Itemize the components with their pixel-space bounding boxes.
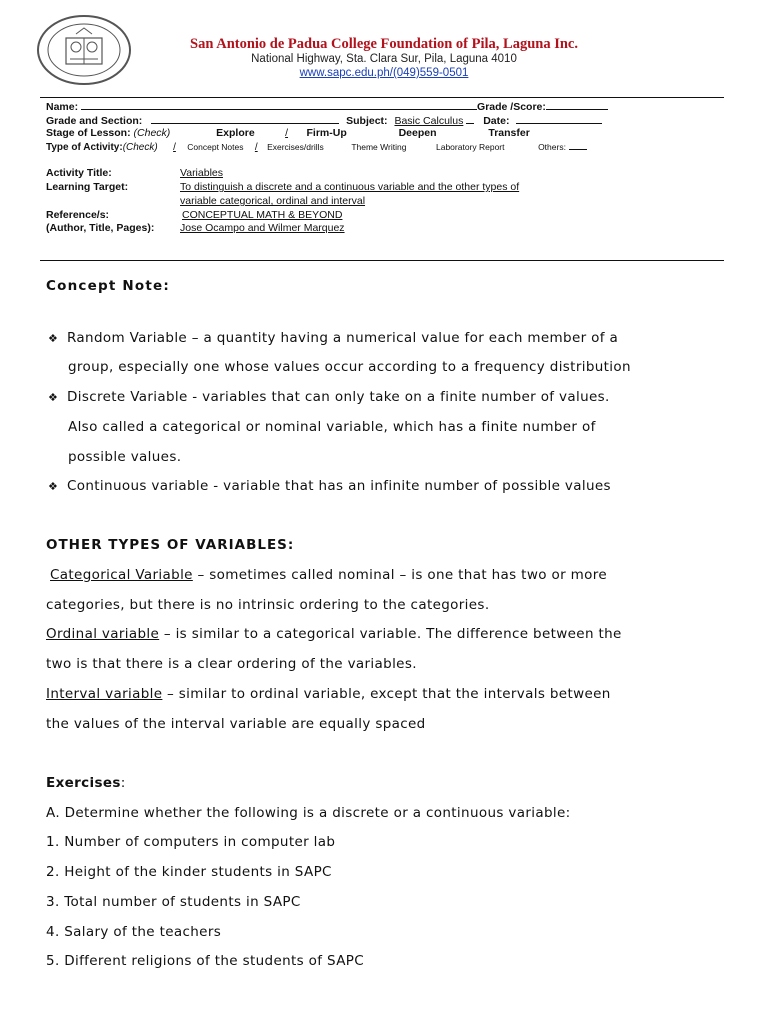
exercise-item: 1. Number of computers in computer lab	[46, 834, 336, 850]
activity-title-row	[46, 167, 223, 179]
activity-theme-label: Theme Writing	[351, 142, 407, 152]
activity-concept-notes-check[interactable]: /	[173, 142, 176, 153]
exercise-instruction: A. Determine whether the following is a discrete or a continuous variable:	[46, 805, 571, 821]
reference-row	[46, 209, 342, 221]
concept-line: Also called a categorical or nominal variable, which has a finite number of	[68, 419, 596, 435]
concept-line: Random Variable – a quantity having a numerical value for each member of a	[67, 330, 619, 346]
concept-bullet-continuous	[48, 478, 611, 494]
learning-target-label: Learning Target:	[46, 181, 129, 193]
ordinal-definition-text: – is similar to a categorical variable. The difference between the	[159, 626, 622, 642]
activity-title-value: Variables	[180, 167, 223, 179]
institution-name: San Antonio de Padua College Foundation of Pila, Laguna Inc.	[190, 36, 578, 52]
stage-label: Stage of Lesson:	[46, 127, 131, 139]
ordinal-definition-line2: two is that there is a clear ordering of the variables.	[46, 656, 417, 672]
website-link[interactable]: www.sapc.edu.ph/(049)559-0501	[299, 67, 469, 79]
interval-definition-line2: the values of the interval variable are equally spaced	[46, 716, 426, 732]
stage-row	[46, 127, 530, 139]
form-divider	[40, 260, 724, 261]
concept-line: group, especially one whose values occur according to a frequency distribution	[68, 359, 631, 375]
interval-definition-text: – similar to ordinal variable, except that the intervals between	[162, 686, 611, 702]
grade-section-row	[46, 114, 602, 127]
categorical-definition	[46, 567, 607, 583]
concept-line: Discrete Variable - variables that can only take on a finite number of values.	[67, 389, 610, 405]
concept-note-heading: Concept Note:	[46, 278, 170, 294]
ordinal-term: Ordinal variable	[46, 626, 160, 642]
ordinal-definition	[46, 626, 622, 642]
concept-bullet-discrete	[48, 389, 610, 405]
stage-check-hint: (Check)	[133, 127, 171, 139]
institution-address: National Highway, Sta. Clara Sur, Pila, Laguna 4010	[251, 53, 517, 65]
stage-firmup-label: Firm-Up	[306, 127, 347, 139]
grade-section-label: Grade and Section:	[46, 115, 143, 127]
learning-target-row-2	[180, 195, 365, 207]
activity-concept-notes-label: Concept Notes	[187, 142, 244, 152]
stage-transfer-label: Transfer	[488, 127, 530, 139]
interval-definition	[46, 686, 611, 702]
concept-bullet-random	[48, 330, 618, 346]
stage-deepen-label: Deepen	[398, 127, 437, 139]
learning-target-line1: To distinguish a discrete and a continuous variable and the other types of	[180, 181, 520, 193]
categorical-term: Categorical Variable	[50, 567, 193, 583]
subject-label: Subject:	[346, 115, 388, 127]
name-field[interactable]	[81, 100, 477, 110]
reference-value: CONCEPTUAL MATH & BEYOND	[182, 209, 343, 221]
activity-others-label: Others:	[538, 142, 566, 152]
concept-line: Continuous variable - variable that has an infinite number of possible values	[67, 478, 611, 494]
learning-target-row	[46, 181, 519, 193]
activity-type-label: Type of Activity:	[46, 142, 123, 153]
score-label: Grade /Score:	[477, 101, 546, 113]
interval-term: Interval variable	[46, 686, 163, 702]
exercise-item: 3. Total number of students in SAPC	[46, 894, 301, 910]
categorical-definition-text: – sometimes called nominal – is one that has two or more	[192, 567, 607, 583]
categorical-definition-line2: categories, but there is no intrinsic ordering to the categories.	[46, 597, 490, 613]
concept-line: possible values.	[68, 449, 182, 465]
grade-section-field[interactable]	[151, 114, 339, 124]
activity-type-check-hint: (Check)	[122, 142, 158, 153]
date-field[interactable]	[516, 114, 602, 124]
exercises-heading-text: Exercises	[46, 775, 121, 791]
author-row	[46, 222, 345, 234]
author-label: (Author, Title, Pages):	[46, 222, 155, 234]
exercises-heading: Exercises:	[46, 775, 126, 791]
date-label: Date:	[483, 115, 510, 127]
diamond-bullet-icon: ❖	[48, 480, 59, 493]
score-field[interactable]	[546, 100, 608, 110]
activity-others-field[interactable]	[569, 140, 587, 150]
exercise-item: 5. Different religions of the students of SAPC	[46, 953, 365, 969]
diamond-bullet-icon: ❖	[48, 391, 59, 404]
activity-lab-report-label: Laboratory Report	[435, 142, 505, 152]
name-label: Name:	[46, 101, 79, 113]
header-divider	[40, 97, 724, 98]
activity-exercises-check[interactable]: /	[254, 142, 258, 153]
subject-value: Basic Calculus	[394, 115, 464, 127]
author-value: Jose Ocampo and Wilmer Marquez	[180, 222, 345, 234]
activity-exercises-label: Exercises/drills	[267, 142, 324, 152]
learning-target-line2: variable categorical, ordinal and interval	[180, 195, 366, 207]
name-row	[46, 100, 608, 113]
exercise-item: 2. Height of the kinder students in SAPC	[46, 864, 332, 880]
diamond-bullet-icon: ❖	[48, 332, 59, 345]
stage-firmup-check[interactable]: /	[285, 127, 289, 139]
activity-title-label: Activity Title:	[46, 167, 112, 179]
exercise-item: 4. Salary of the teachers	[46, 924, 222, 940]
reference-label: Reference/s:	[46, 209, 110, 221]
activity-type-row	[46, 140, 587, 153]
other-types-heading: OTHER TYPES OF VARIABLES:	[46, 537, 295, 553]
stage-explore-label: Explore	[216, 127, 255, 139]
